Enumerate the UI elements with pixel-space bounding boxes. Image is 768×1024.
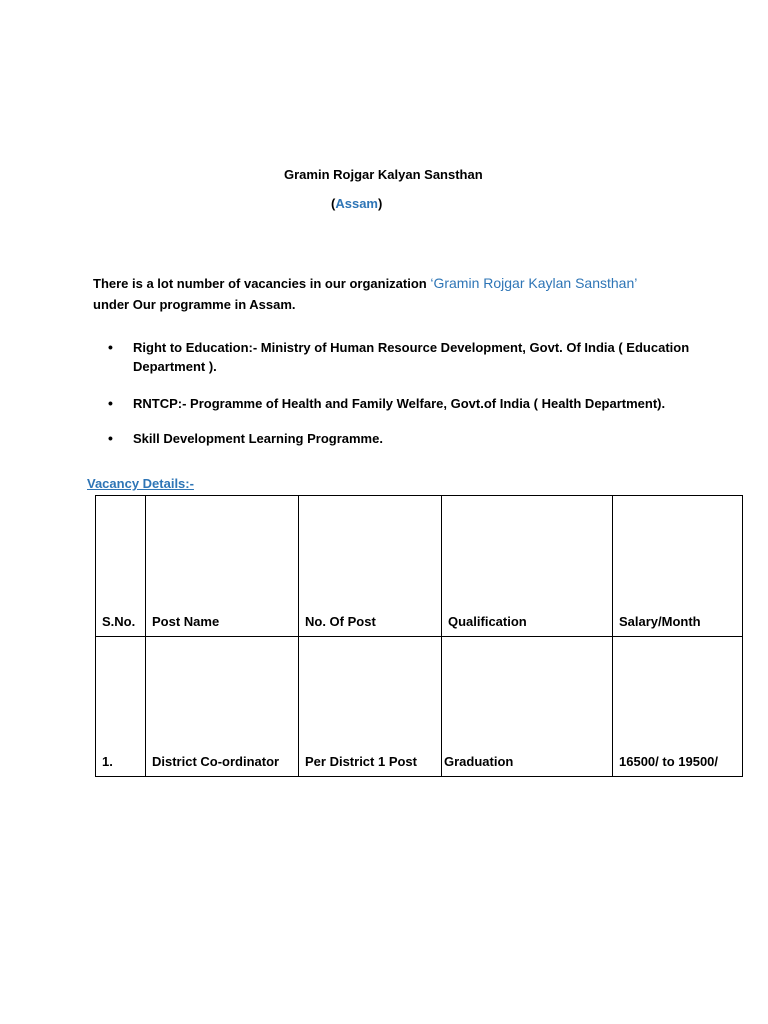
state-name: Assam xyxy=(335,196,378,211)
bullet-icon: • xyxy=(108,395,113,411)
state-open-paren: ( xyxy=(331,196,336,211)
state-close-paren: ) xyxy=(377,196,383,211)
column-header: No. Of Post xyxy=(299,496,442,637)
column-header: S.No. xyxy=(96,496,146,637)
table-row xyxy=(96,637,743,777)
column-header: Qualification xyxy=(442,496,613,637)
programme-text: RNTCP:- Programme of Health and Family Welfare, Govt.of India ( Health Department). xyxy=(133,396,666,411)
cell-post-name: District Co-ordinator xyxy=(146,637,299,777)
programme-text: Skill Development Learning Programme. xyxy=(133,431,383,446)
org-title: Gramin Rojgar Kalyan Sansthan xyxy=(284,167,483,182)
cell-qualification: Graduation xyxy=(442,637,613,777)
intro-org-name: ‘Gramin Rojgar Kaylan Sansthan’ xyxy=(430,275,638,291)
intro-text: There is a lot number of vacancies in our organization xyxy=(93,276,431,291)
programme-text: Right to Education:- Ministry of Human Resource Development, Govt. Of India ( Education Department ). xyxy=(133,340,690,374)
cell-no-of-post: Per District 1 Post xyxy=(299,637,442,777)
intro-paragraph xyxy=(93,273,713,315)
vacancy-details-heading: Vacancy Details:- xyxy=(87,476,194,491)
bullet-icon: • xyxy=(108,339,113,355)
state-label xyxy=(331,196,382,211)
vacancy-table xyxy=(95,495,743,777)
cell-sno: 1. xyxy=(96,637,146,777)
column-header: Salary/Month xyxy=(613,496,743,637)
table-header-row xyxy=(96,496,743,637)
bullet-icon: • xyxy=(108,430,113,446)
column-header: Post Name xyxy=(146,496,299,637)
cell-salary: 16500/ to 19500/ xyxy=(613,637,743,777)
intro-text-continued: under Our programme in Assam. xyxy=(93,297,296,312)
